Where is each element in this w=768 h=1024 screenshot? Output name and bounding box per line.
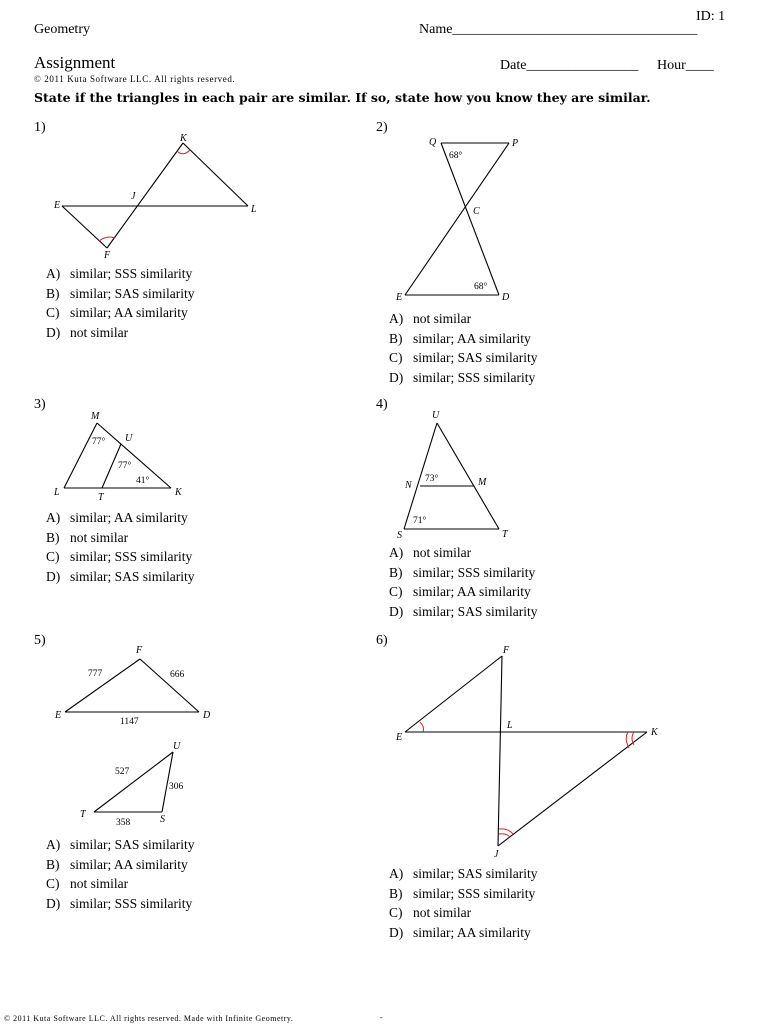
copyright-line: © 2011 Kuta Software LLC. All rights reserved.	[34, 74, 236, 84]
choice-c[interactable]: C) similar; SAS similarity	[389, 350, 538, 366]
vertex-u-label: U	[125, 433, 133, 444]
side-ef-length: 777	[88, 669, 103, 679]
problem-4-number: 4)	[376, 397, 388, 412]
vertex-n-label: N	[405, 480, 412, 491]
choice-a[interactable]: A) similar; SSS similarity	[46, 266, 193, 281]
choice-b[interactable]: B) similar; SAS similarity	[46, 285, 195, 301]
choice-c[interactable]: C) similar; SSS similarity	[46, 549, 193, 565]
angle-m-measure: 77°	[92, 437, 106, 447]
choice-d[interactable]: D) similar; SSS similarity	[389, 369, 536, 385]
side-fd-length: 666	[170, 670, 185, 680]
vertex-l-label: L	[251, 204, 257, 215]
vertex-t-label: T	[98, 492, 104, 503]
choice-c[interactable]: C) not similar	[389, 905, 472, 921]
choice-a[interactable]: A) similar; SAS similarity	[46, 837, 195, 852]
instructions: State if the triangles in each pair are similar. If so, state how you know they are similar.	[34, 90, 651, 105]
vertex-s-label: S	[160, 814, 165, 825]
vertex-f-label: F	[136, 645, 143, 656]
problem-3-number: 3)	[34, 397, 46, 412]
angle-d-measure: 68°	[474, 282, 488, 292]
problem-2-number: 2)	[376, 120, 388, 135]
vertex-d-label: D	[203, 710, 211, 721]
vertex-t-label: T	[80, 809, 86, 820]
vertex-k-label: K	[175, 487, 182, 498]
vertex-p-label: P	[512, 138, 519, 149]
vertex-f-label: F	[503, 645, 510, 656]
choice-d[interactable]: D) similar; SSS similarity	[46, 895, 193, 911]
choice-c[interactable]: C) similar; AA similarity	[46, 305, 188, 321]
angle-k-measure: 41°	[136, 476, 150, 486]
problem-6-number: 6)	[376, 633, 388, 648]
vertex-f-label: F	[104, 250, 111, 261]
vertex-u-label: U	[173, 741, 181, 752]
vertex-t-label: T	[502, 529, 508, 540]
vertex-e-label: E	[396, 292, 403, 303]
footer-copyright: © 2011 Kuta Software LLC. All rights reserved. Made with Infinite Geometry.	[4, 1014, 294, 1023]
angle-n-measure: 73°	[425, 474, 439, 484]
angle-e-mark	[420, 722, 424, 732]
choice-b[interactable]: B) similar; AA similarity	[389, 330, 531, 346]
side-us-length: 306	[169, 782, 184, 792]
hour-field: Hour____	[657, 58, 714, 73]
angle-j-mark-2	[499, 829, 513, 834]
problem-5-number: 5)	[34, 633, 46, 648]
vertex-j-label: J	[131, 191, 136, 202]
vertex-c-label: C	[473, 206, 480, 217]
choice-d[interactable]: D) similar; AA similarity	[389, 924, 531, 940]
side-ts-length: 358	[116, 818, 131, 828]
choice-b[interactable]: B) similar; SSS similarity	[389, 564, 536, 580]
vertex-d-label: D	[502, 292, 510, 303]
vertex-m-label: M	[478, 477, 487, 488]
side-tu-length: 527	[115, 767, 130, 777]
vertex-k-label: K	[180, 133, 187, 144]
angle-u-measure: 77°	[118, 461, 132, 471]
choice-d[interactable]: D) similar; SAS similarity	[46, 568, 195, 584]
choice-a[interactable]: A) similar; AA similarity	[46, 510, 188, 525]
angle-j-mark-1	[499, 834, 510, 837]
choice-d[interactable]: D) similar; SAS similarity	[389, 603, 538, 619]
angle-s-measure: 71°	[413, 516, 427, 526]
choice-d[interactable]: D) not similar	[46, 324, 129, 340]
date-field: Date________________	[500, 58, 639, 73]
vertex-e-label: E	[55, 710, 62, 721]
choice-a[interactable]: A) not similar	[389, 311, 472, 326]
vertex-e-label: E	[396, 732, 403, 743]
problem-1-number: 1)	[34, 120, 46, 135]
worksheet-id: ID: 1	[696, 9, 726, 24]
vertex-q-label: Q	[429, 137, 437, 148]
side-ed-length: 1147	[120, 717, 139, 727]
choice-a[interactable]: A) not similar	[389, 545, 472, 560]
name-field: Name___________________________________	[419, 22, 698, 37]
choice-a[interactable]: A) similar; SAS similarity	[389, 866, 538, 881]
vertex-k-label: K	[651, 727, 658, 738]
vertex-e-label: E	[54, 200, 61, 211]
choice-b[interactable]: B) similar; AA similarity	[46, 856, 188, 872]
vertex-s-label: S	[397, 530, 402, 541]
choice-c[interactable]: C) similar; AA similarity	[389, 584, 531, 600]
footer-mark: -	[380, 1013, 384, 1022]
vertex-l-label: L	[507, 720, 513, 731]
choice-b[interactable]: B) similar; SSS similarity	[389, 885, 536, 901]
angle-q-measure: 68°	[449, 151, 463, 161]
choice-b[interactable]: B) not similar	[46, 529, 129, 545]
vertex-u-label: U	[432, 410, 440, 421]
course-name: Geometry	[34, 22, 90, 37]
vertex-m-label: M	[91, 411, 100, 422]
choice-c[interactable]: C) not similar	[46, 876, 129, 892]
problem-6-choices	[389, 864, 538, 942]
vertex-j-label: J	[494, 849, 499, 860]
worksheet-title: Assignment	[34, 53, 116, 72]
vertex-l-label: L	[54, 487, 60, 498]
